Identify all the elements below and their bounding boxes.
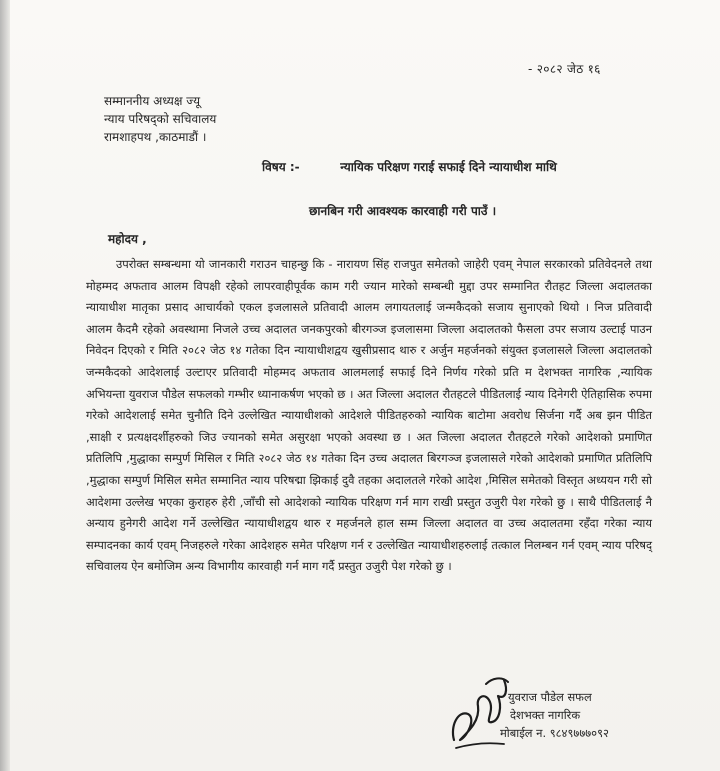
recipient-line-1: सम्माननीय अध्यक्ष ज्यू <box>104 94 201 108</box>
letter-body: उपरोक्त सम्बन्धमा यो जानकारी गराउन चाहन्छु कि - नारायण सिंह राजपुत समेतको जाहेरी एवम् नेपाल सरकारको प्रतिवेदनले तथा मोहम्मद अफताव आलम विपक्षी रहेको लापरवाहीपूर्वक काम गरी ज्यान मारेको सम्बन्धी मुद्दा उपर सम्मानित रौतहट जिल्ला अदालतका न्यायाधीश मातृका प्रसाद आचार्यको एकल इजलासले प्रतिवादी आलम लगायतलाई जन्मकैदको सजाय सुनाएको थियो । निज प्रतिवादी आलम कैदमै रहेको अवस्थामा निजले उच्च अदालत जनकपुरको बीरगञ्ज इजलासमा जिल्ला अदालतको फैसला उपर सजाय उल्टाई पाउन निवेदन दिएको र मिति २०८२ जेठ १४ गतेका दिन न्यायाधीशद्वय खुसीप्रसाद थारु र अर्जुन महर्जनको संयुक्त इजलासले जिल्ला अदालतको जन्मकैदको आदेशलाई उल्टाएर प्रतिवादी मोहम्मद अफताव आलमलाई सफाई दिने निर्णय गरेको प्रति म देशभक्त नागरिक ,न्यायिक अभियन्ता युवराज पौडेल सफलको गम्भीर ध्यानाकर्षण भएको छ । अत जिल्ला अदालत रौतहटले पीडितलाई न्याय दिनेगरी ऐतिहासिक रुपमा गरेको आदेशलाई समेत चुनौति दिने उल्लेखित न्यायाधीशको आदेशले पीडितहरुको न्यायिक बाटोमा अवरोध सिर्जना गर्दै अब झन पीडित ,साक्षी र प्रत्यक्षदर्शीहरुको जिउ ज्यानको समेत असुरक्षा भएको अवस्था छ । अत जिल्ला अदालत रौतहटले गरेको आदेशको प्रमाणित प्रतिलिपि ,मुद्धाका सम्पुर्ण मिसिल र मिति २०८२ जेठ १४ गतेका दिन उच्च अदालत बिरगञ्ज इजलासले गरेको आदेशको प्रमाणित प्रतिलिपि ,मुद्धाका सम्पुर्ण मिसिल समेत सम्मानित न्याय परिषद्मा झिकाई दुवै तहका अदालतले गरेको आदेश ,मिसिल समेतको विस्तृत अध्ययन गरी सो आदेशमा उल्लेख भएका कुराहरु हेरी ,जाँची सो आदेशको न्यायिक परिक्षण गर्न माग राखी प्रस्तुत उजुरी पेश गरेको छु । साथै पीडितलाई नै अन्याय हुनेगरी आदेश गर्ने उल्लेखित न्यायाधीशद्वय थारु र महर्जनले हाल सम्म जिल्ला अदालत वा उच्च अदालतमा रहँदा गरेका न्याय सम्पादनका कार्य एवम् निजहरुले गरेका आदेशहरु समेत परिक्षण गर्न र उल्लेखित न्यायाधीशहरुलाई तत्काल निलम्बन गर्न एवम् न्याय परिषद् सचिवालय ऐन बमोजिम अन्य विभागीय कारवाही गर्न माग गर्दै प्रस्तुत उजुरी पेश गरेको छु । <box>86 257 652 574</box>
recipient-line-2: न्याय परिषद्‌को सचिवालय <box>104 112 217 126</box>
letter-date: - २०८२ जेठ १६ <box>528 62 601 76</box>
signatory-name: युवराज पौडेल सफल <box>508 690 592 704</box>
signatory-phone: मोबाईल न. ९८४९७७७०९२ <box>500 726 609 740</box>
subject-line-1: न्यायिक परिक्षण गराई सफाई दिने न्यायाधीश माथि <box>340 160 557 174</box>
subject <box>262 158 557 175</box>
subject-label: विषय :- <box>262 160 300 174</box>
recipient-address <box>104 92 216 146</box>
recipient-line-3: रामशाहपथ ,काठमाडौं । <box>104 130 207 144</box>
salutation: महोदय , <box>108 232 147 246</box>
signature-block <box>500 688 609 742</box>
signatory-title: देशभक्त नागरिक <box>510 708 581 722</box>
subject-line-2: छानबिन गरी आवश्यक कारवाही गरी पाउँ । <box>309 204 497 218</box>
